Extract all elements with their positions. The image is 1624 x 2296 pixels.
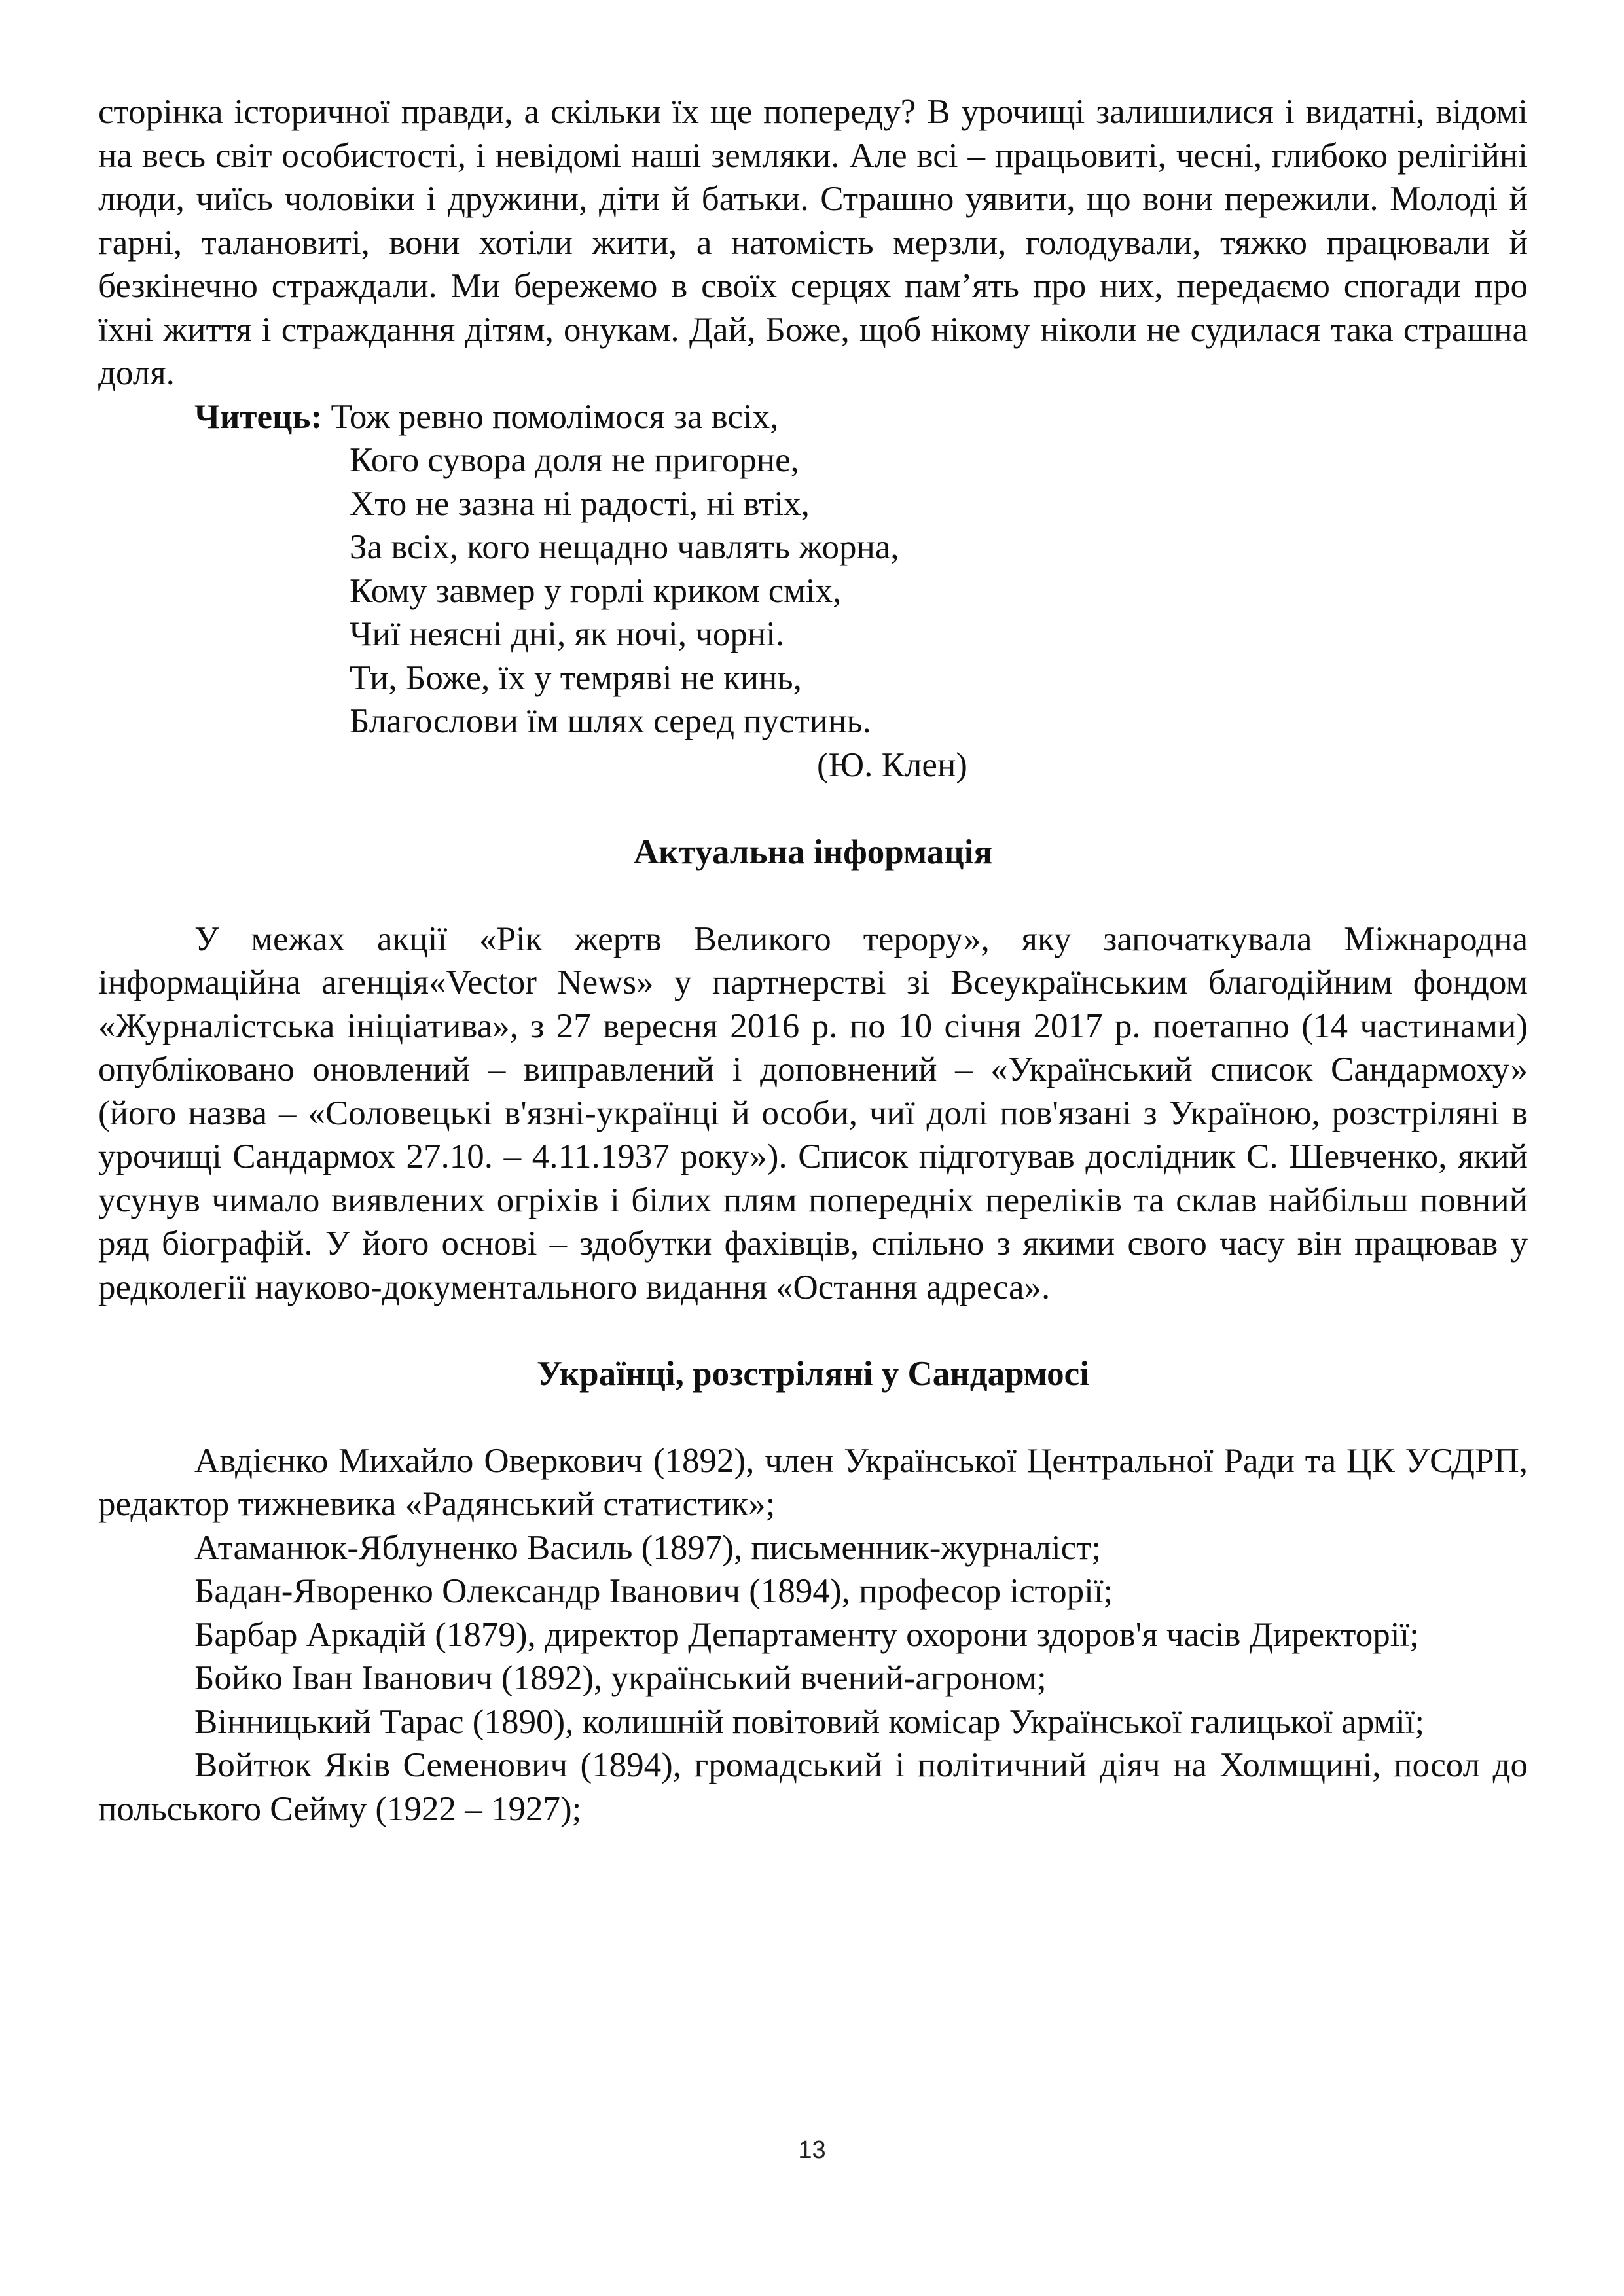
info-paragraph: У межах акції «Рік жертв Великого терору», яку започаткувала Міжнародна інформаційна агенція«Vector News» у партнерстві зі Всеукраїнським благодійним фондом «Журналістська ініціатива», з 27 вересня 2016 р. по 10 січня 2017 р. поетапно (14 частинами) опубліковано оновлений – виправлений і доповнений – «Український список Сандармоху» (його назва – «Соловецькі в'язні-українці й особи, чиї долі пов'язані з Україною, розстріляні в урочищі Сандармох 27.10. – 4.11.1937 року»). Список підготував дослідник С. Шевченко, який усунув чимало виявлених огріхів і білих плям попередніх переліків та склав найбільш повний ряд біографій. У його основі – здобутки фахівців, спільно з якими свого часу він працював у редколегії науково-документального видання «Остання адреса». [98,920,1528,1306]
page-number: 13 [798,2136,826,2164]
poem-line-1: Тож ревно помолімося за всіх, [322,397,779,436]
list-item: Авдієнко Михайло Оверкович (1892), член Української Центральної Ради та ЦК УСДРП, редактор тижневика «Радянський статистик»; [98,1441,1528,1523]
section-heading-list: Українці, розстріляні у Сандармосі [537,1355,1089,1393]
list-item: Войтюк Яків Семенович (1894), громадський і політичний діяч на Холмщині, посол до польського Сейму (1922 – 1927); [98,1746,1528,1828]
poem-line: Кому завмер у горлі криком сміх, [350,571,842,610]
poem-line: За всіх, кого нещадно чавлять жорна, [350,528,899,566]
poem-block [98,395,1528,787]
list-item: Барбар Аркадій (1879), директор Департаменту охорони здоров'я часів Директорії; [194,1615,1419,1654]
list-item: Атаманюк-Яблуненко Василь (1897), письменник-журналіст; [194,1528,1101,1567]
list-item: Бадан-Яворенко Олександр Іванович (1894), професор історії; [194,1572,1113,1610]
list-item: Вінницький Тарас (1890), колишній повітовий комісар Української галицької армії; [194,1702,1425,1741]
poem-line: Кого сувора доля не пригорне, [350,441,799,479]
list-item: Бойко Іван Іванович (1892), український вчений-агроном; [194,1659,1047,1697]
poem-author: (Ю. Клен) [817,745,967,784]
poem-line: Хто не зазна ні радості, ні втіх, [350,484,810,523]
document-page [98,90,1528,1831]
poem-line: Ти, Боже, їх у темряві не кинь, [350,658,802,697]
poem-line: Благослови їм шлях серед пустинь. [350,702,871,740]
poem-first-line [98,395,1528,439]
reader-label: Читець: [194,397,323,436]
intro-paragraph: сторінка історичної правди, а скільки їх ще попереду? В урочищі залишилися і видатні, відомі на весь світ особистості, і невідомі наші земляки. Але всі – працьовиті, чесні, глибоко релігійні люди, чиїсь чоловіки і дружини, діти й батьки. Страшно уявити, що вони пережили. Молоді й гарні, талановиті, вони хотіли жити, а натомість мерзли, голодували, тяжко працювали й безкінечно страждали. Ми бережемо в своїх серцях пам’ять про них, передаємо спогади про їхні життя і страждання дітям, онукам. Дай, Боже, щоб нікому ніколи не судилася така страшна доля. [98,93,1528,392]
victims-list [98,1439,1528,1831]
poem-line: Чиї неясні дні, як ночі, чорні. [350,615,785,653]
section-heading-info: Актуальна інформація [633,833,993,871]
